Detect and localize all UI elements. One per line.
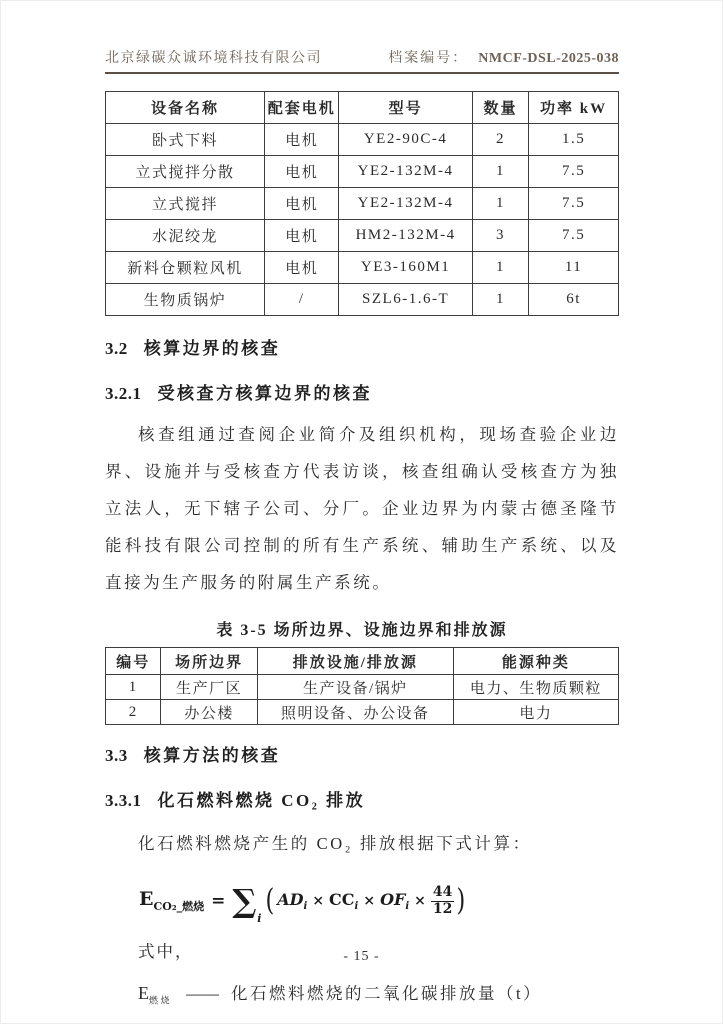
fraction-44-12 <box>431 885 454 917</box>
fraction-denominator: 12 <box>432 900 453 917</box>
table-header-cell: 型号 <box>339 92 472 124</box>
term-of-base: OF <box>380 889 406 909</box>
table-cell: YE3-160M1 <box>339 252 472 284</box>
table-header-cell: 编号 <box>106 648 161 675</box>
sigma-glyph: ∑ <box>232 882 257 920</box>
table-cell: 生产设备/锅炉 <box>257 675 453 700</box>
boundary-table-body <box>106 675 619 725</box>
page-header <box>105 47 619 74</box>
table-cell: 生产厂区 <box>161 675 257 700</box>
table-cell: 1.5 <box>529 124 619 156</box>
table-cell: 1 <box>472 284 528 316</box>
table-cell: 办公楼 <box>161 700 257 725</box>
archive-number-group <box>388 47 619 67</box>
term-ad-subscript: i <box>303 901 308 913</box>
def-symbol-base: E <box>138 983 149 1003</box>
formula-term-cc <box>329 890 358 912</box>
e-combustion-definition <box>105 980 619 1006</box>
table-cell: 1 <box>106 675 161 700</box>
equipment-table-header-row <box>106 92 619 124</box>
table-header-cell: 配套电机 <box>265 92 339 124</box>
table-cell: 7.5 <box>529 220 619 252</box>
table-cell: 7.5 <box>529 188 619 220</box>
term-cc-subscript: i <box>354 901 359 913</box>
table-cell: 3 <box>472 220 528 252</box>
equals-sign: = <box>211 891 226 911</box>
table-header-cell: 功率 kW <box>529 92 619 124</box>
table-header-cell: 场所边界 <box>161 648 257 675</box>
table-cell: 1 <box>472 252 528 284</box>
section-number: 3.3 <box>105 746 128 765</box>
table-cell: 立式搅拌分散 <box>106 156 265 188</box>
section-title: 核算方法的核查 <box>143 746 281 765</box>
section-title: 受核查方核算边界的核查 <box>157 384 372 403</box>
fraction-numerator: 44 <box>432 884 453 901</box>
table-cell: YE2-90C-4 <box>339 124 472 156</box>
table-header-cell: 设备名称 <box>106 92 265 124</box>
table-cell: 电机 <box>265 156 339 188</box>
boundary-table <box>105 647 619 725</box>
def-dash: —— <box>186 984 220 1003</box>
company-name: 北京绿碳众诚环境科技有限公司 <box>105 51 322 66</box>
table-3-5-caption: 表 3-5 场所边界、设施边界和排放源 <box>216 622 508 639</box>
open-paren: ( <box>265 883 275 918</box>
section-number: 3.2.1 <box>105 384 142 403</box>
table-cell: 6t <box>529 284 619 316</box>
boundary-verification-paragraph: 核查组通过查阅企业简介及组织机构，现场查验企业边界、设施并与受核查方代表访谈，核查组确认受核查方为独立法人，无下辖子公司、分厂。企业边界为内蒙古德圣隆节能科技有限公司控制的所有生产系统、辅助生产系统、以及直接为生产服务的附属生产系统。 <box>105 425 619 592</box>
multiply-sign: × <box>363 893 376 909</box>
table-row <box>106 220 619 252</box>
formula-lhs <box>139 888 204 914</box>
table-cell: / <box>265 284 339 316</box>
page-number: - 15 - <box>343 949 380 964</box>
table-cell: 1 <box>472 156 528 188</box>
table-cell: HM2-132M-4 <box>339 220 472 252</box>
table-cell: YE2-132M-4 <box>339 156 472 188</box>
table-header-cell: 能源种类 <box>453 648 618 675</box>
table-row <box>106 675 619 700</box>
equipment-table-body <box>106 124 619 316</box>
section-heading-3-2 <box>105 334 619 359</box>
archive-number: NMCF-DSL-2025-038 <box>478 51 619 66</box>
table-row <box>106 124 619 156</box>
table-cell: SZL6-1.6-T <box>339 284 472 316</box>
table-cell: 电机 <box>265 188 339 220</box>
term-cc-base: CC <box>329 889 355 909</box>
multiply-sign: × <box>312 893 325 909</box>
sigma-index: i <box>257 912 262 925</box>
table-cell: 卧式下料 <box>106 124 265 156</box>
table-cell: 7.5 <box>529 156 619 188</box>
table-cell: 生物质锅炉 <box>106 284 265 316</box>
table-cell: 电机 <box>265 124 339 156</box>
formula-term-of <box>380 890 409 912</box>
equipment-table <box>105 91 619 316</box>
section-number: 3.3.1 <box>105 791 142 810</box>
where-label: 式中， <box>138 942 194 961</box>
co2-combustion-formula <box>105 878 619 924</box>
table-row <box>106 252 619 284</box>
formula-lhs-base: E <box>139 888 154 911</box>
formula-intro-paragraph: 化石燃料燃烧产生的 CO₂ 排放根据下式计算： <box>138 834 532 853</box>
table-cell: 照明设备、办公设备 <box>257 700 453 725</box>
formula-lhs-subscript: CO₂_燃烧 <box>153 899 205 913</box>
term-ad-base: AD <box>277 889 304 909</box>
table-cell: 电力 <box>453 700 618 725</box>
section-number: 3.2 <box>105 339 128 358</box>
boundary-table-header-row <box>106 648 619 675</box>
table-cell: 电机 <box>265 252 339 284</box>
archive-label: 档案编号： <box>388 51 469 66</box>
close-paren: ) <box>456 883 466 918</box>
table-cell: 水泥绞龙 <box>106 220 265 252</box>
section-title: 核算边界的核查 <box>143 339 281 358</box>
table-cell: YE2-132M-4 <box>339 188 472 220</box>
table-cell: 2 <box>472 124 528 156</box>
table-header-cell: 排放设施/排放源 <box>257 648 453 675</box>
formula-term-ad <box>277 890 307 912</box>
table-row <box>106 156 619 188</box>
table-row <box>106 700 619 725</box>
table-row <box>106 284 619 316</box>
def-symbol-subscript: 燃烧 <box>149 995 173 1006</box>
table-cell: 立式搅拌 <box>106 188 265 220</box>
summation-symbol <box>232 882 262 925</box>
section-heading-3-3 <box>105 741 619 766</box>
table-cell: 电机 <box>265 220 339 252</box>
table-cell: 新料仓颗粒风机 <box>106 252 265 284</box>
table-cell: 1 <box>472 188 528 220</box>
table-cell: 11 <box>529 252 619 284</box>
section-title: 化石燃料燃烧 CO₂ 排放 <box>157 791 366 810</box>
table-row <box>106 188 619 220</box>
section-heading-3-2-1 <box>105 379 619 404</box>
section-heading-3-3-1 <box>105 786 619 811</box>
multiply-sign: × <box>414 893 426 909</box>
table-header-cell: 数量 <box>472 92 528 124</box>
def-description: 化石燃料燃烧的二氧化碳排放量（t） <box>231 984 543 1003</box>
table-cell: 电力、生物质颗粒 <box>453 675 618 700</box>
table-cell: 2 <box>106 700 161 725</box>
term-of-subscript: i <box>405 901 410 913</box>
